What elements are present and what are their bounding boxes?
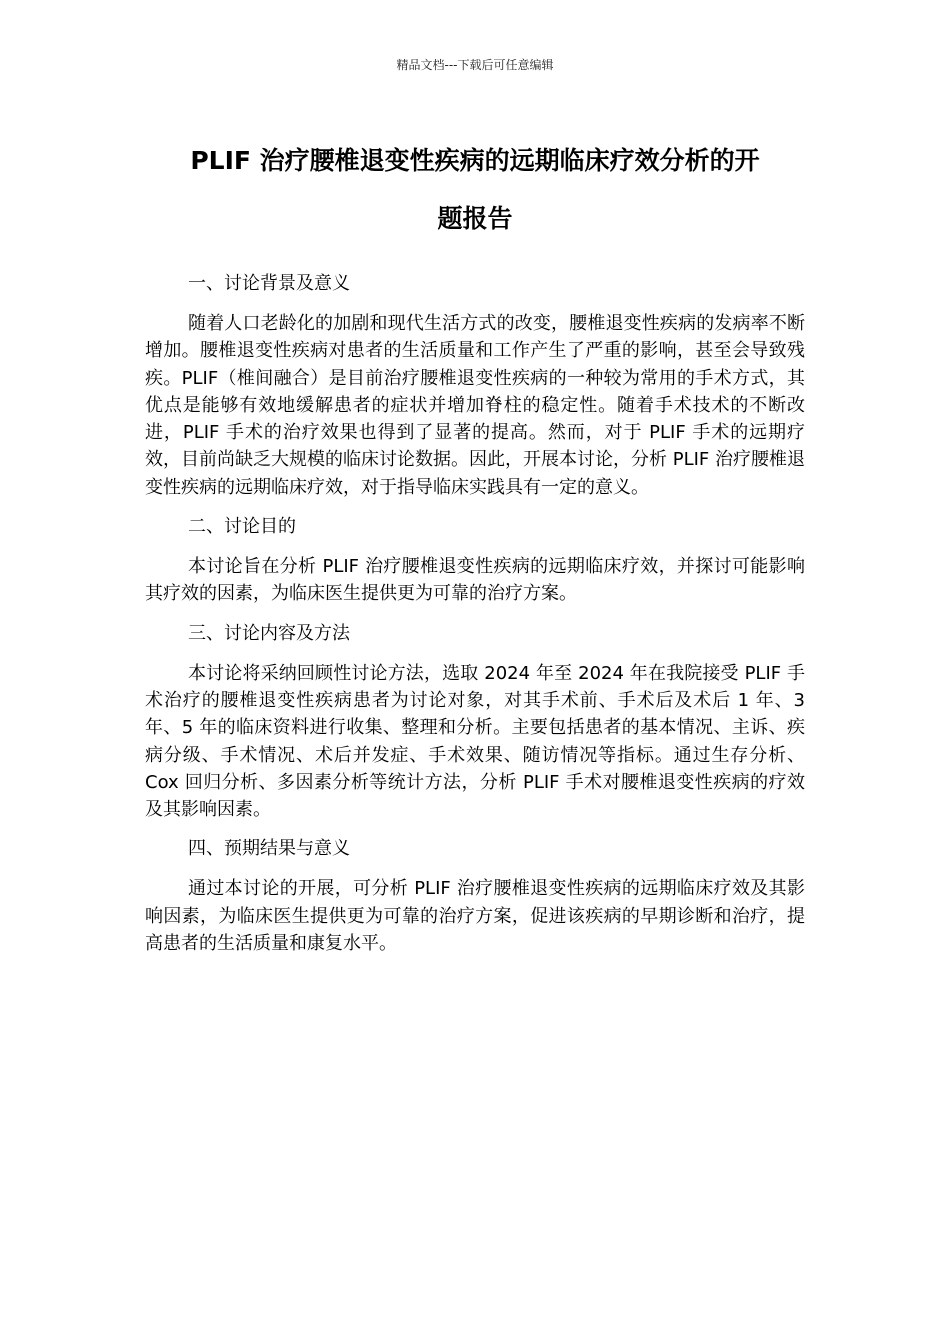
- section-heading: 三、讨论内容及方法: [188, 622, 350, 644]
- section-paragraph: 随着人口老龄化的加剧和现代生活方式的改变，腰椎退变性疾病的发病率不断增加。腰椎退变性疾病对患者的生活质量和工作产生了严重的影响，甚至会导致残疾。PLIF（椎间融合）是目前治疗腰椎退变性疾病的一种较为常用的手术方式，其优点是能够有效地缓解患者的症状并增加脊柱的稳定性。随着手术技术的不断改进，PLIF 手术的治疗效果也得到了显著的提高。然而，对于 PLIF 手术的远期疗效，目前尚缺乏大规模的临床讨论数据。因此，开展本讨论，分析 PLIF 治疗腰椎退变性疾病的远期临床疗效，对于指导临床实践具有一定的意义。: [145, 313, 805, 498]
- section-content-methods: [145, 618, 805, 824]
- section-background: [145, 268, 805, 501]
- section-paragraph: 本讨论将采纳回顾性讨论方法，选取 2024 年至 2024 年在我院接受 PLIF 手术治疗的腰椎退变性疾病患者为讨论对象，对其手术前、手术后及术后 1 年、3 年、5 年的临床资料进行收集、整理和分析。主要包括患者的基本情况、主诉、疾病分级、手术情况、术后并发症、手术效果、随访情况等指标。通过生存分析、 Cox 回归分析、多因素分析等统计方法，分析 PLIF 手术对腰椎退变性疾病的疗效及其影响因素。: [145, 662, 805, 821]
- section-heading: 四、预期结果与意义: [188, 838, 350, 860]
- document-body: [145, 268, 805, 967]
- section-paragraph: 通过本讨论的开展，可分析 PLIF 治疗腰椎退变性疾病的远期临床疗效及其影响因素，为临床医生提供更为可靠的治疗方案，促进该疾病的早期诊断和治疗，提高患者的生活质量和康复水平。: [145, 878, 805, 955]
- document-title-line-2: 题报告: [437, 204, 513, 233]
- section-heading: 二、讨论目的: [188, 516, 296, 538]
- section-expected-results: [145, 833, 805, 957]
- section-heading: 一、讨论背景及意义: [188, 273, 350, 294]
- section-purpose: [145, 511, 805, 608]
- section-paragraph: 本讨论旨在分析 PLIF 治疗腰椎退变性疾病的远期临床疗效，并探讨可能影响其疗效的因素，为临床医生提供更为可靠的治疗方案。: [145, 556, 805, 605]
- document-title: [145, 132, 805, 248]
- page-header: 精品文档---下载后可任意编辑: [396, 58, 554, 72]
- document-title-line-1: PLIF 治疗腰椎退变性疾病的远期临床疗效分析的开: [190, 146, 760, 175]
